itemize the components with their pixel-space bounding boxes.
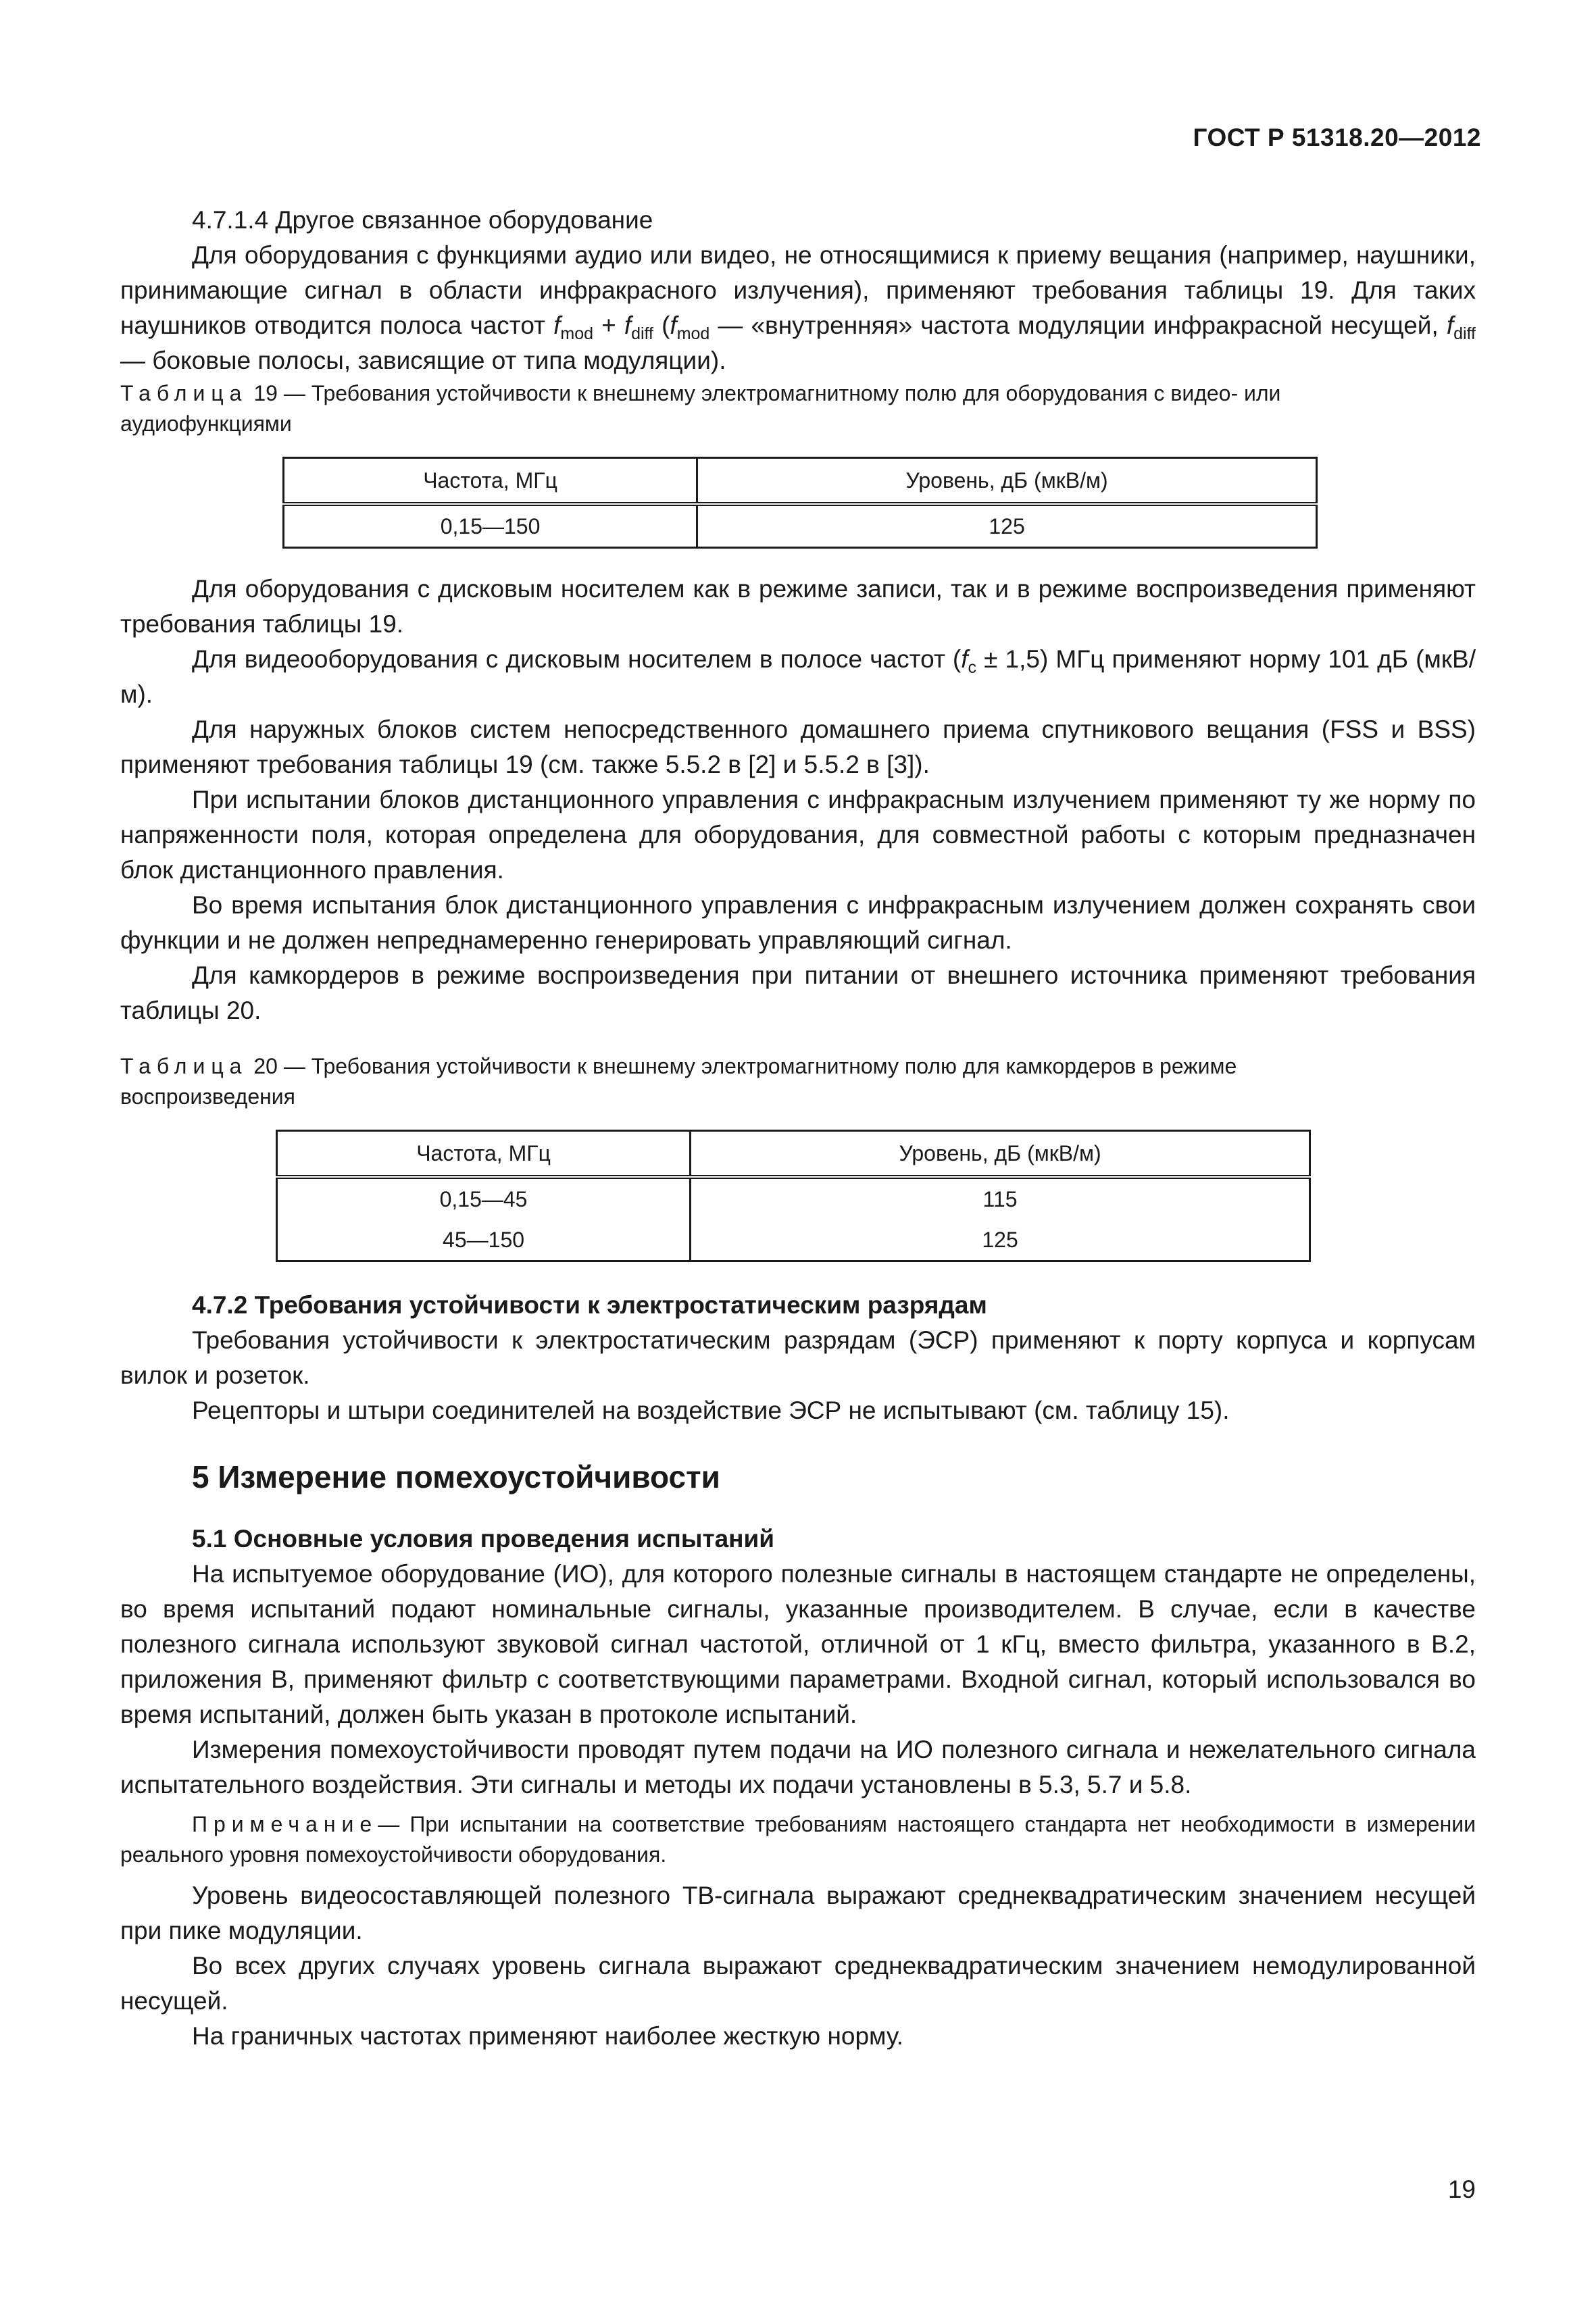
section-472-heading: 4.7.2 Требования устойчивости к электростатическим разрядам <box>192 1291 987 1319</box>
table-row <box>277 1177 1310 1219</box>
table-header-cell: Уровень, дБ (мкВ/м) <box>697 458 1317 505</box>
table-header-row <box>277 1131 1310 1178</box>
table-header-cell: Уровень, дБ (мкВ/м) <box>691 1131 1310 1178</box>
paragraph: Уровень видеосоставляющей полезного ТВ-сигнала выражают среднеквадратическим значением несущей при пике модуляции. <box>120 1882 1476 1944</box>
note: Примечание— При испытании на соответствие требованиям настоящего стандарта нет необходимости в измерении реального уровня помехоустойчивости оборудования. <box>120 1812 1476 1867</box>
paragraph: Для камкордеров в режиме воспроизведения при питании от внешнего источника применяют требования таблицы 20. <box>120 961 1476 1024</box>
table-header-cell: Частота, МГц <box>277 1131 691 1178</box>
paragraph: Рецепторы и штыри соединителей на воздействие ЭСР не испытывают (см. таблицу 15). <box>192 1397 1230 1424</box>
section-51-heading: 5.1 Основные условия проведения испытаний <box>192 1525 775 1553</box>
table-row <box>284 504 1317 548</box>
paragraph: Измерения помехоустойчивости проводят путем подачи на ИО полезного сигнала и нежелательного сигнала испытательного воздействия. Эти сигналы и методы их подачи установлены в 5.3, 5.7 и 5.8. <box>120 1736 1476 1799</box>
table-row <box>277 1219 1310 1261</box>
paragraph: Для наружных блоков систем непосредственного домашнего приема спутникового вещания (FSS и BSS) применяют требования таблицы 19 (см. также 5.5.2 в [2] и 5.5.2 в [3]). <box>120 715 1476 778</box>
table-19-caption: Таблица 19 — Требования устойчивости к внешнему электромагнитному полю для оборудования с видео- или аудиофункциями <box>120 381 1281 436</box>
table-19 <box>282 457 1318 549</box>
page-content <box>120 203 1476 2054</box>
table-cell: 0,15—45 <box>277 1177 691 1219</box>
section-5-heading: 5 Измерение помехоустойчивости <box>192 1459 720 1494</box>
page-number: 19 <box>1447 2175 1476 2203</box>
paragraph: При испытании блоков дистанционного управления с инфракрасным излучением применяют ту же норму по напряженности поля, которая определена для оборудования, для совместной работы с которым предназначен блок дистанционного правления. <box>120 786 1476 884</box>
standard-code: ГОСТ Р 51318.20—2012 <box>1193 124 1481 151</box>
paragraph: Для видеооборудования с дисковым носителем в полосе частот $(f_c \pm 1,5)$ МГц применяют норму 101 дБ (мкВ/м). <box>120 645 1476 708</box>
table-cell: 0,15—150 <box>284 504 697 548</box>
section-4714-title: 4.7.1.4 Другое связанное оборудование <box>192 206 653 234</box>
table-cell: 115 <box>691 1177 1310 1219</box>
paragraph: Во всех других случаях уровень сигнала выражают среднеквадратическим значением немодулированной несущей. <box>120 1952 1476 2015</box>
table-header-cell: Частота, МГц <box>284 458 697 505</box>
section-4714-paragraph: Для оборудования с функциями аудио или видео, не относящимися к приему вещания (например, наушники, принимающие сигнал в области инфракрасного излучения), применяют требования таблицы 19. Для таких наушников отводится полоса частот $f_{mod} + f_{diff}$ ($f_{mod}$ — «внутренняя» частота модуляции инфракрасной несущей, $f_{diff}$ — боковые полосы, зависящие от типа модуляции). <box>120 241 1476 374</box>
table-cell: 125 <box>697 504 1317 548</box>
paragraph: Для оборудования с дисковым носителем как в режиме записи, так и в режиме воспроизведения применяют требования таблицы 19. <box>120 575 1476 638</box>
table-cell: 45—150 <box>277 1219 691 1261</box>
table-header-row <box>284 458 1317 505</box>
paragraph: На граничных частотах применяют наиболее жесткую норму. <box>192 2022 903 2050</box>
table-20-caption: Таблица 20 — Требования устойчивости к внешнему электромагнитному полю для камкордеров в режиме воспроизведения <box>120 1054 1237 1109</box>
table-cell: 125 <box>691 1219 1310 1261</box>
table-20 <box>276 1130 1311 1262</box>
paragraph: Во время испытания блок дистанционного управления с инфракрасным излучением должен сохранять свои функции и не должен непреднамеренно генерировать управляющий сигнал. <box>120 891 1476 954</box>
paragraph: На испытуемое оборудование (ИО), для которого полезные сигналы в настоящем стандарте не определены, во время испытаний подают номинальные сигналы, указанные производителем. В случае, если в качестве полезного сигнала используют звуковой сигнал частотой, отличной от 1 кГц, вместо фильтра, указанного в В.2, приложения В, применяют фильтр с соответствующими параметрами. Входной сигнал, который использовался во время испытаний, должен быть указан в протоколе испытаний. <box>120 1560 1476 1728</box>
paragraph: Требования устойчивости к электростатическим разрядам (ЭСР) применяют к порту корпуса и корпусам вилок и розеток. <box>120 1326 1476 1389</box>
